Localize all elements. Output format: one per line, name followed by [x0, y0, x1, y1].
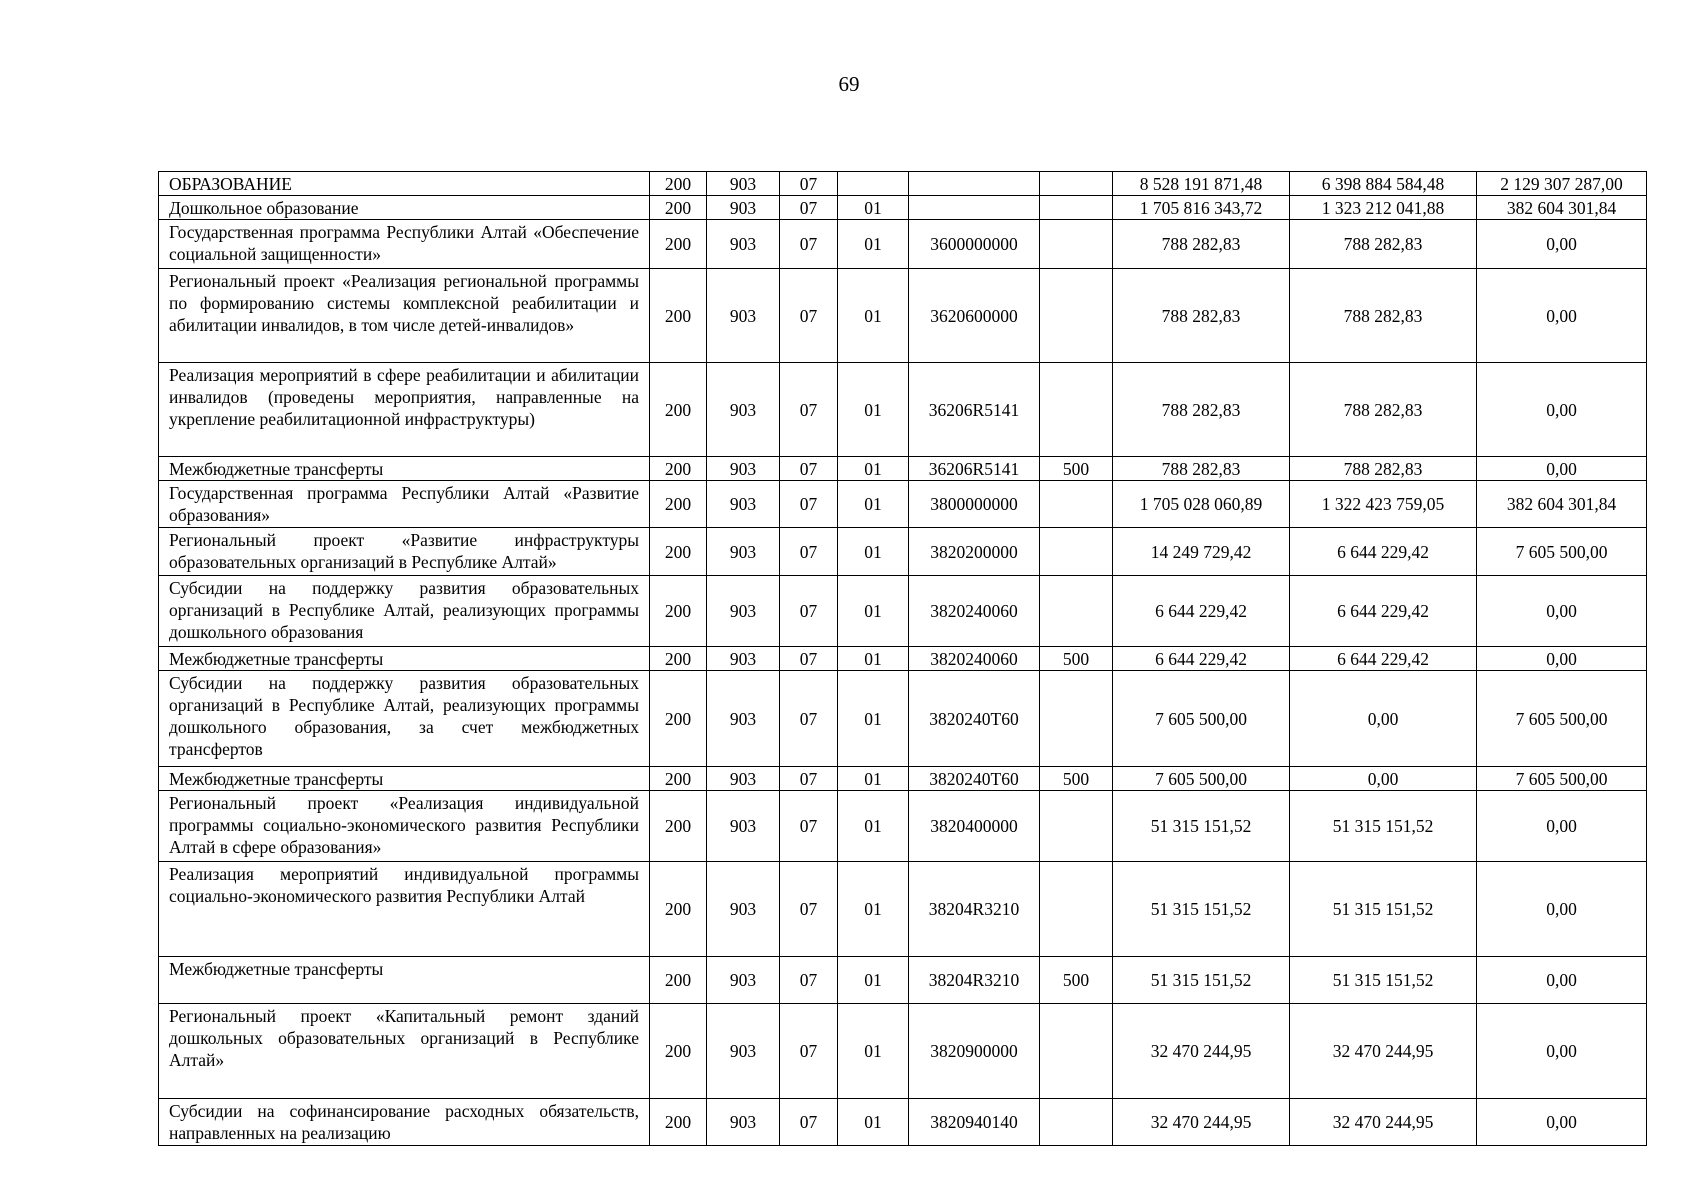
amount-total-cell: 788 282,83: [1113, 220, 1290, 269]
table-row: [159, 457, 1647, 481]
section-code-cell: 07: [780, 862, 838, 957]
subsection-code-cell: 01: [838, 481, 909, 528]
table-row: [159, 862, 1647, 957]
amount-total-cell: 788 282,83: [1113, 363, 1290, 457]
section-code-cell: 07: [780, 1099, 838, 1146]
amount-total-cell: 51 315 151,52: [1113, 791, 1290, 862]
section-code-cell: 07: [780, 269, 838, 363]
target-article-cell: 3820400000: [909, 791, 1040, 862]
admin-code-cell: 903: [707, 528, 780, 576]
target-article-cell: 36206R5141: [909, 363, 1040, 457]
table-row: [159, 1004, 1647, 1099]
admin-code-cell: 903: [707, 269, 780, 363]
target-article-cell: 3820240060: [909, 576, 1040, 647]
table-row: [159, 172, 1647, 196]
subsection-code-cell: 01: [838, 791, 909, 862]
amount-total-cell: 6 644 229,42: [1113, 647, 1290, 671]
expense-type-cell: [1040, 363, 1113, 457]
amount-column-2-cell: 788 282,83: [1290, 363, 1477, 457]
ved-code-cell: 200: [650, 1099, 707, 1146]
ved-code-cell: 200: [650, 791, 707, 862]
amount-column-3-cell: 0,00: [1477, 957, 1647, 1004]
amount-column-3-cell: 0,00: [1477, 791, 1647, 862]
amount-column-2-cell: 6 644 229,42: [1290, 576, 1477, 647]
subsection-code-cell: 01: [838, 957, 909, 1004]
row-name-cell: Региональный проект «Капитальный ремонт зданий дошкольных образовательных организаций в Республике Алтай»: [159, 1004, 650, 1099]
admin-code-cell: 903: [707, 196, 780, 220]
table-row: [159, 957, 1647, 1004]
row-name-cell: Государственная программа Республики Алтай «Обеспечение социальной защищенности»: [159, 220, 650, 269]
subsection-code-cell: 01: [838, 457, 909, 481]
amount-total-cell: 6 644 229,42: [1113, 576, 1290, 647]
amount-column-3-cell: 7 605 500,00: [1477, 528, 1647, 576]
ved-code-cell: 200: [650, 862, 707, 957]
ved-code-cell: 200: [650, 457, 707, 481]
row-name-cell: Межбюджетные трансферты: [159, 767, 650, 791]
amount-total-cell: 32 470 244,95: [1113, 1099, 1290, 1146]
amount-total-cell: 51 315 151,52: [1113, 957, 1290, 1004]
amount-column-3-cell: 0,00: [1477, 363, 1647, 457]
section-code-cell: 07: [780, 957, 838, 1004]
table-row: [159, 196, 1647, 220]
amount-column-2-cell: 51 315 151,52: [1290, 791, 1477, 862]
amount-column-3-cell: 2 129 307 287,00: [1477, 172, 1647, 196]
section-code-cell: 07: [780, 791, 838, 862]
subsection-code-cell: [838, 172, 909, 196]
target-article-cell: 3820240T60: [909, 767, 1040, 791]
target-article-cell: 3820240T60: [909, 671, 1040, 767]
section-code-cell: 07: [780, 767, 838, 791]
ved-code-cell: 200: [650, 172, 707, 196]
ved-code-cell: 200: [650, 671, 707, 767]
amount-column-2-cell: 1 322 423 759,05: [1290, 481, 1477, 528]
subsection-code-cell: 01: [838, 220, 909, 269]
expense-type-cell: 500: [1040, 957, 1113, 1004]
row-name-cell: Межбюджетные трансферты: [159, 647, 650, 671]
amount-total-cell: 788 282,83: [1113, 269, 1290, 363]
amount-total-cell: 51 315 151,52: [1113, 862, 1290, 957]
section-code-cell: 07: [780, 363, 838, 457]
amount-total-cell: 32 470 244,95: [1113, 1004, 1290, 1099]
amount-column-2-cell: 6 398 884 584,48: [1290, 172, 1477, 196]
target-article-cell: 3820940140: [909, 1099, 1040, 1146]
target-article-cell: 3820200000: [909, 528, 1040, 576]
table-row: [159, 576, 1647, 647]
admin-code-cell: 903: [707, 457, 780, 481]
target-article-cell: 3800000000: [909, 481, 1040, 528]
subsection-code-cell: 01: [838, 647, 909, 671]
amount-total-cell: 7 605 500,00: [1113, 671, 1290, 767]
ved-code-cell: 200: [650, 269, 707, 363]
amount-column-2-cell: 0,00: [1290, 767, 1477, 791]
admin-code-cell: 903: [707, 172, 780, 196]
subsection-code-cell: 01: [838, 576, 909, 647]
admin-code-cell: 903: [707, 576, 780, 647]
row-name-cell: Субсидии на софинансирование расходных обязательств, направленных на реализацию: [159, 1099, 650, 1146]
expense-type-cell: [1040, 196, 1113, 220]
row-name-cell: Дошкольное образование: [159, 196, 650, 220]
expense-type-cell: [1040, 269, 1113, 363]
ved-code-cell: 200: [650, 363, 707, 457]
subsection-code-cell: 01: [838, 196, 909, 220]
target-article-cell: 38204R3210: [909, 862, 1040, 957]
amount-total-cell: 788 282,83: [1113, 457, 1290, 481]
table-row: [159, 1099, 1647, 1146]
target-article-cell: 3820900000: [909, 1004, 1040, 1099]
section-code-cell: 07: [780, 196, 838, 220]
amount-column-2-cell: 6 644 229,42: [1290, 528, 1477, 576]
amount-column-3-cell: 0,00: [1477, 1004, 1647, 1099]
section-code-cell: 07: [780, 671, 838, 767]
amount-column-2-cell: 32 470 244,95: [1290, 1099, 1477, 1146]
table-row: [159, 269, 1647, 363]
section-code-cell: 07: [780, 647, 838, 671]
amount-total-cell: 8 528 191 871,48: [1113, 172, 1290, 196]
amount-total-cell: 7 605 500,00: [1113, 767, 1290, 791]
ved-code-cell: 200: [650, 576, 707, 647]
expense-type-cell: [1040, 1004, 1113, 1099]
admin-code-cell: 903: [707, 363, 780, 457]
row-name-cell: Субсидии на поддержку развития образовательных организаций в Республике Алтай, реализующих программы дошкольного образования, за счет межбюджетных трансфертов: [159, 671, 650, 767]
section-code-cell: 07: [780, 528, 838, 576]
table-row: [159, 528, 1647, 576]
section-code-cell: 07: [780, 220, 838, 269]
subsection-code-cell: 01: [838, 862, 909, 957]
row-name-cell: Межбюджетные трансферты: [159, 457, 650, 481]
ved-code-cell: 200: [650, 220, 707, 269]
amount-column-3-cell: 0,00: [1477, 457, 1647, 481]
expense-type-cell: [1040, 862, 1113, 957]
amount-column-2-cell: 788 282,83: [1290, 220, 1477, 269]
expense-type-cell: [1040, 576, 1113, 647]
target-article-cell: 38204R3210: [909, 957, 1040, 1004]
budget-table: [158, 171, 1647, 1146]
expense-type-cell: 500: [1040, 647, 1113, 671]
target-article-cell: 36206R5141: [909, 457, 1040, 481]
admin-code-cell: 903: [707, 1004, 780, 1099]
row-name-cell: Субсидии на поддержку развития образовательных организаций в Республике Алтай, реализующих программы дошкольного образования: [159, 576, 650, 647]
subsection-code-cell: 01: [838, 671, 909, 767]
expense-type-cell: [1040, 528, 1113, 576]
section-code-cell: 07: [780, 1004, 838, 1099]
table-row: [159, 791, 1647, 862]
amount-column-2-cell: 788 282,83: [1290, 457, 1477, 481]
admin-code-cell: 903: [707, 220, 780, 269]
target-article-cell: 3620600000: [909, 269, 1040, 363]
amount-column-3-cell: 382 604 301,84: [1477, 481, 1647, 528]
row-name-cell: Межбюджетные трансферты: [159, 957, 650, 1004]
amount-column-2-cell: 6 644 229,42: [1290, 647, 1477, 671]
amount-total-cell: 1 705 816 343,72: [1113, 196, 1290, 220]
ved-code-cell: 200: [650, 767, 707, 791]
target-article-cell: [909, 196, 1040, 220]
admin-code-cell: 903: [707, 767, 780, 791]
row-name-cell: Реализация мероприятий в сфере реабилитации и абилитации инвалидов (проведены мероприятия, направленные на укрепление реабилитационной инфраструктуры): [159, 363, 650, 457]
subsection-code-cell: 01: [838, 767, 909, 791]
admin-code-cell: 903: [707, 862, 780, 957]
amount-column-3-cell: 0,00: [1477, 862, 1647, 957]
amount-column-3-cell: 0,00: [1477, 220, 1647, 269]
row-name-cell: Реализация мероприятий индивидуальной программы социально-экономического развития Республики Алтай: [159, 862, 650, 957]
expense-type-cell: [1040, 1099, 1113, 1146]
row-name-cell: Государственная программа Республики Алтай «Развитие образования»: [159, 481, 650, 528]
ved-code-cell: 200: [650, 647, 707, 671]
admin-code-cell: 903: [707, 481, 780, 528]
admin-code-cell: 903: [707, 1099, 780, 1146]
subsection-code-cell: 01: [838, 1099, 909, 1146]
row-name-cell: Региональный проект «Реализация региональной программы по формированию системы комплексной реабилитации и абилитации инвалидов, в том числе детей-инвалидов»: [159, 269, 650, 363]
admin-code-cell: 903: [707, 647, 780, 671]
ved-code-cell: 200: [650, 528, 707, 576]
table-body: [159, 172, 1647, 1146]
table-row: [159, 767, 1647, 791]
section-code-cell: 07: [780, 172, 838, 196]
expense-type-cell: [1040, 481, 1113, 528]
amount-column-2-cell: 0,00: [1290, 671, 1477, 767]
admin-code-cell: 903: [707, 671, 780, 767]
amount-column-3-cell: 0,00: [1477, 647, 1647, 671]
expense-type-cell: [1040, 791, 1113, 862]
amount-column-2-cell: 1 323 212 041,88: [1290, 196, 1477, 220]
section-code-cell: 07: [780, 576, 838, 647]
expense-type-cell: 500: [1040, 457, 1113, 481]
amount-column-2-cell: 788 282,83: [1290, 269, 1477, 363]
target-article-cell: [909, 172, 1040, 196]
page-number: 69: [838, 72, 860, 96]
amount-column-2-cell: 51 315 151,52: [1290, 957, 1477, 1004]
row-name-cell: Региональный проект «Реализация индивидуальной программы социально-экономического развития Республики Алтай в сфере образования»: [159, 791, 650, 862]
admin-code-cell: 903: [707, 791, 780, 862]
ved-code-cell: 200: [650, 1004, 707, 1099]
table-row: [159, 647, 1647, 671]
subsection-code-cell: 01: [838, 1004, 909, 1099]
row-name-cell: ОБРАЗОВАНИЕ: [159, 172, 650, 196]
amount-total-cell: 1 705 028 060,89: [1113, 481, 1290, 528]
amount-column-3-cell: 0,00: [1477, 1099, 1647, 1146]
expense-type-cell: [1040, 220, 1113, 269]
row-name-cell: Региональный проект «Развитие инфраструктуры образовательных организаций в Республике Алтай»: [159, 528, 650, 576]
section-code-cell: 07: [780, 457, 838, 481]
subsection-code-cell: 01: [838, 528, 909, 576]
amount-column-3-cell: 0,00: [1477, 576, 1647, 647]
expense-type-cell: [1040, 671, 1113, 767]
expense-type-cell: 500: [1040, 767, 1113, 791]
amount-column-3-cell: 0,00: [1477, 269, 1647, 363]
subsection-code-cell: 01: [838, 363, 909, 457]
amount-column-3-cell: 7 605 500,00: [1477, 767, 1647, 791]
amount-column-2-cell: 51 315 151,52: [1290, 862, 1477, 957]
expense-type-cell: [1040, 172, 1113, 196]
table-row: [159, 671, 1647, 767]
ved-code-cell: 200: [650, 196, 707, 220]
amount-column-3-cell: 7 605 500,00: [1477, 671, 1647, 767]
table-row: [159, 363, 1647, 457]
table-row: [159, 481, 1647, 528]
target-article-cell: 3600000000: [909, 220, 1040, 269]
table-row: [159, 220, 1647, 269]
subsection-code-cell: 01: [838, 269, 909, 363]
amount-column-2-cell: 32 470 244,95: [1290, 1004, 1477, 1099]
amount-total-cell: 14 249 729,42: [1113, 528, 1290, 576]
ved-code-cell: 200: [650, 481, 707, 528]
section-code-cell: 07: [780, 481, 838, 528]
ved-code-cell: 200: [650, 957, 707, 1004]
target-article-cell: 3820240060: [909, 647, 1040, 671]
amount-column-3-cell: 382 604 301,84: [1477, 196, 1647, 220]
admin-code-cell: 903: [707, 957, 780, 1004]
